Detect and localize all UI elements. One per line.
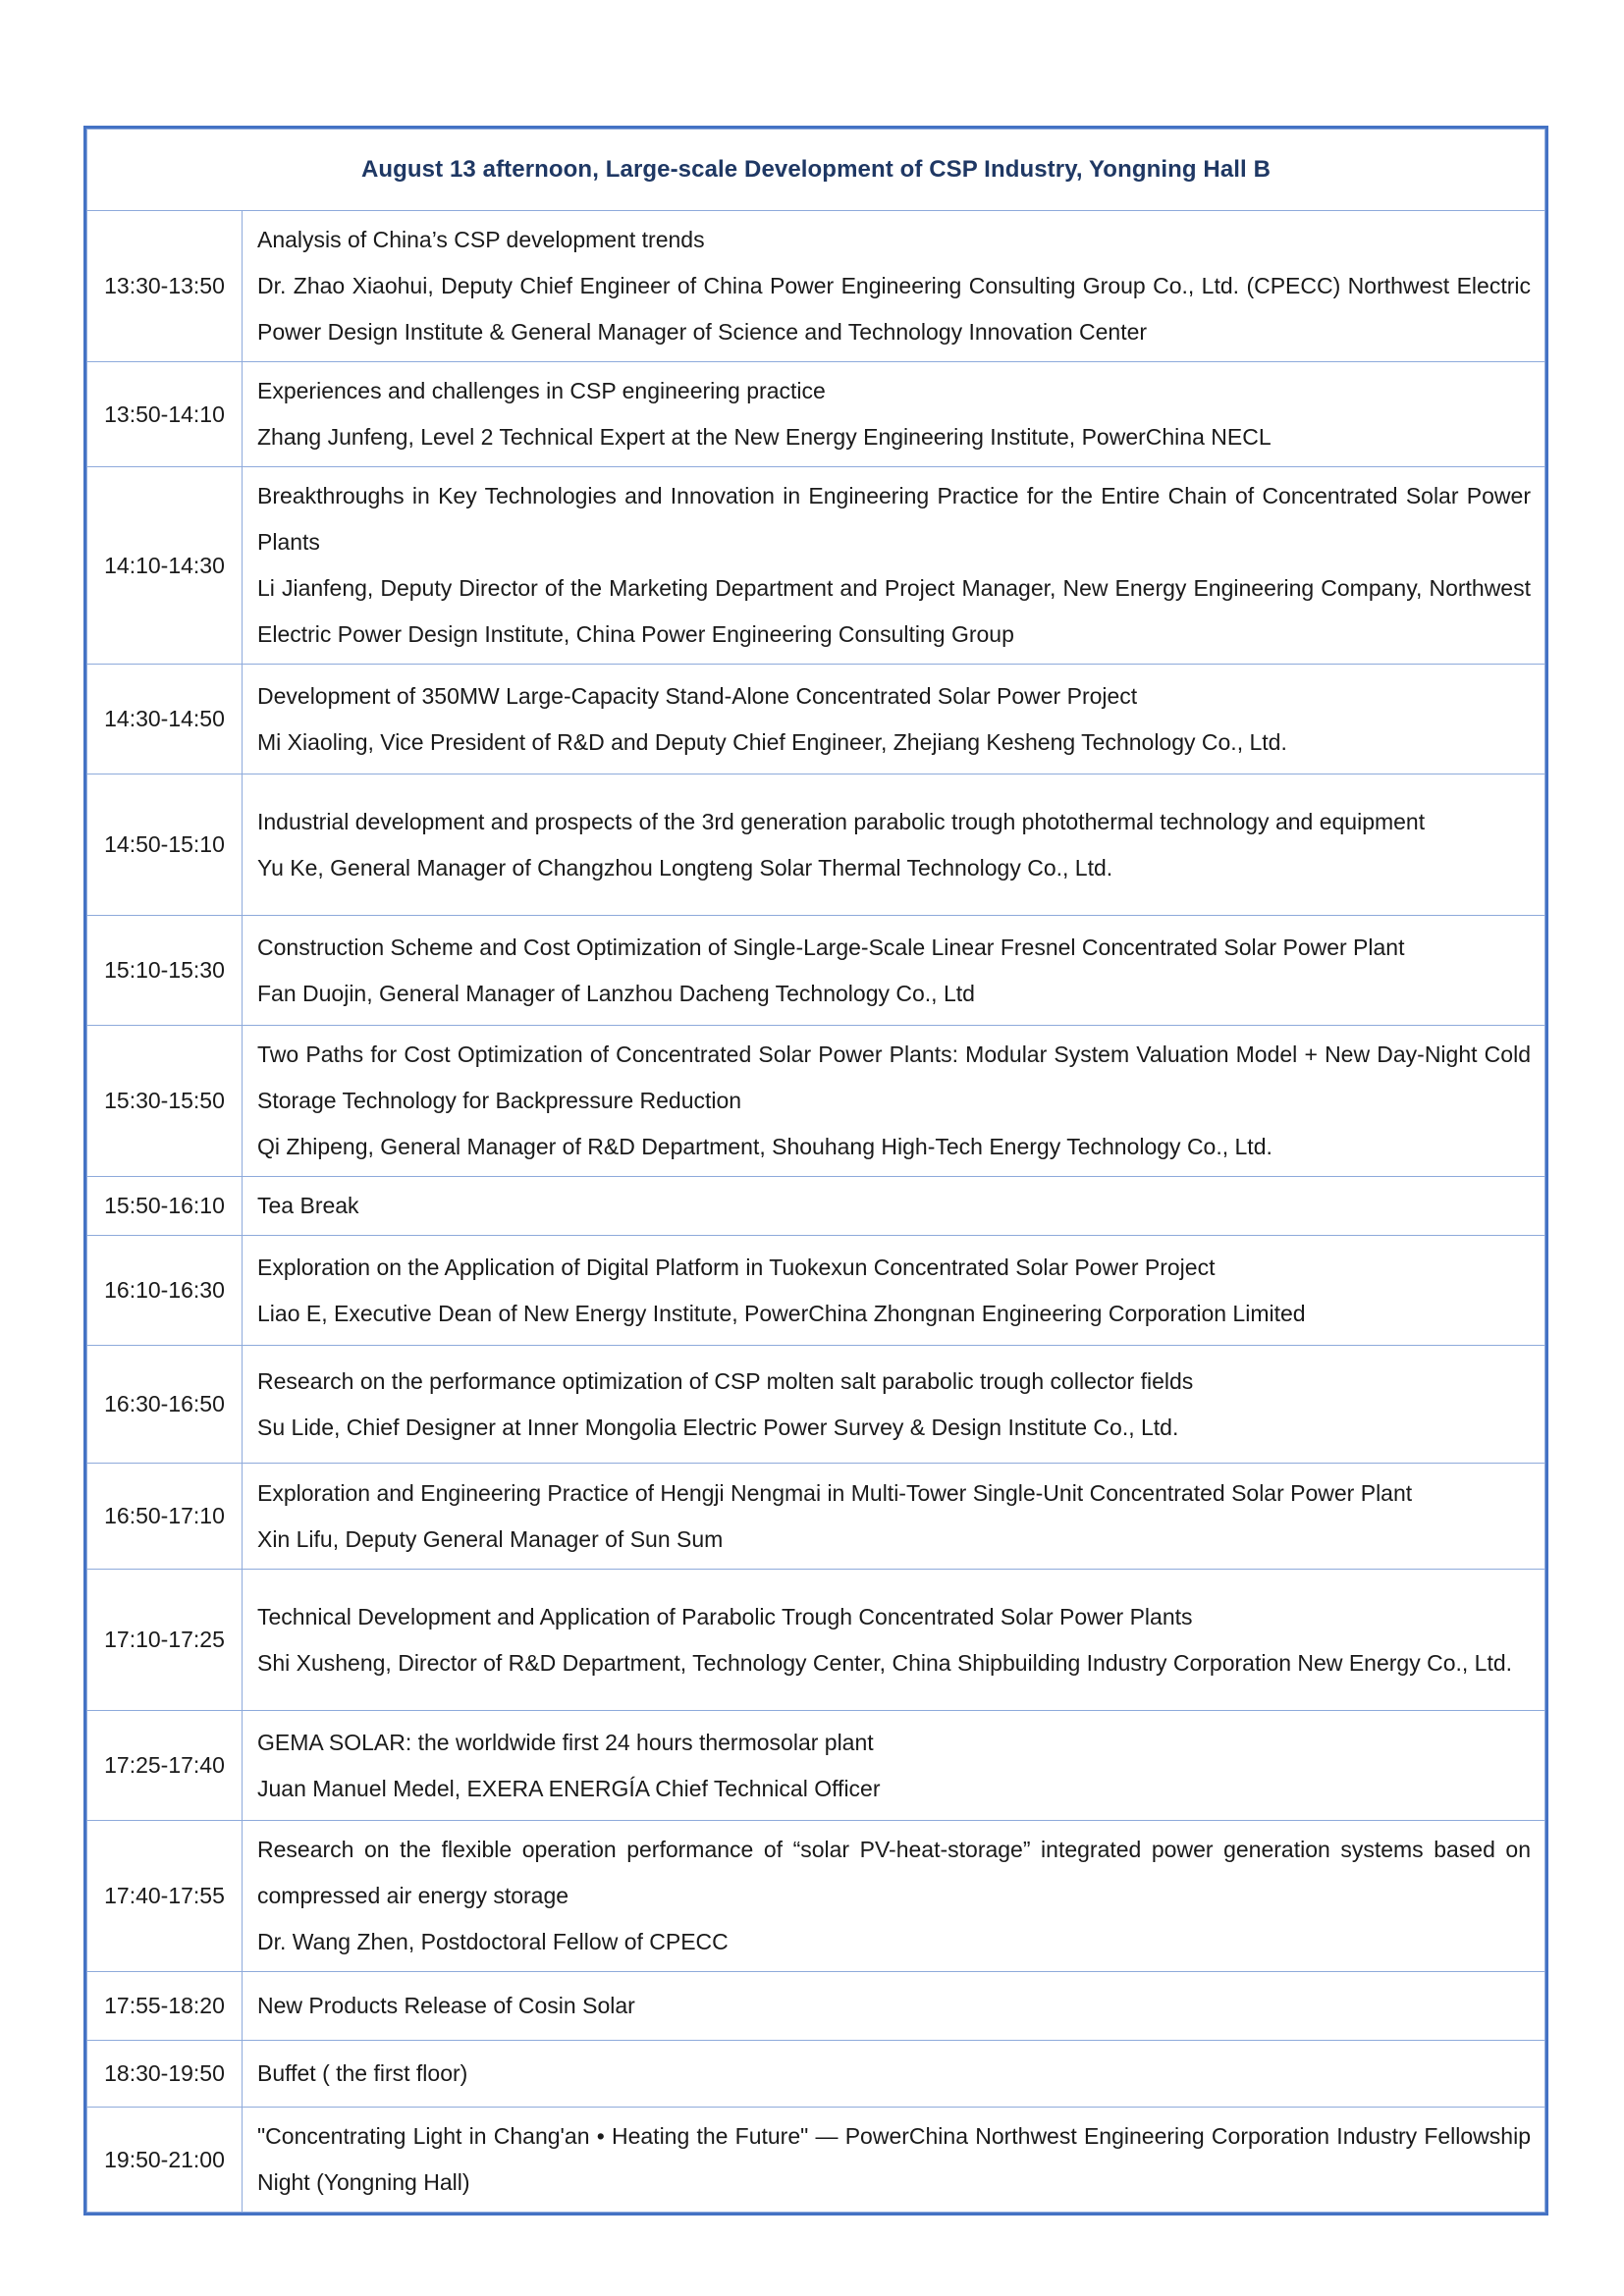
session-details xyxy=(243,1972,1545,2041)
agenda-row xyxy=(87,1711,1545,1821)
agenda-row xyxy=(87,1177,1545,1236)
agenda-row xyxy=(87,1026,1545,1177)
speaker-info: Juan Manuel Medel, EXERA ENERGÍA Chief Technical Officer xyxy=(257,1775,881,1801)
time-slot: 14:50-15:10 xyxy=(87,774,243,916)
agenda-row xyxy=(87,1972,1545,2041)
agenda-row xyxy=(87,2041,1545,2108)
agenda-row xyxy=(87,211,1545,362)
speaker-info: Shi Xusheng, Director of R&D Department, Technology Center, China Shipbuilding Industry Corporation New Energy Co., Ltd. xyxy=(257,1649,1513,1676)
session-details xyxy=(243,2041,1545,2108)
agenda-row xyxy=(87,1236,1545,1346)
session-topic: Research on the flexible operation performance of “solar PV-heat-storage” integrated power generation systems based on compressed air energy storage xyxy=(257,1837,1531,1908)
speaker-info: Dr. Wang Zhen, Postdoctoral Fellow of CPECC xyxy=(257,1929,729,1954)
session-topic: New Products Release of Cosin Solar xyxy=(257,1993,635,2018)
time-slot: 16:50-17:10 xyxy=(87,1464,243,1570)
time-slot: 13:30-13:50 xyxy=(87,211,243,362)
session-topic: Development of 350MW Large-Capacity Stand-Alone Concentrated Solar Power Project xyxy=(257,682,1138,709)
session-topic: Two Paths for Cost Optimization of Concentrated Solar Power Plants: Modular System Valuation Model + New Day-Night Cold Storage Technology for Backpressure Reduction xyxy=(257,1041,1531,1113)
time-slot: 15:10-15:30 xyxy=(87,916,243,1026)
session-details xyxy=(243,916,1545,1026)
session-details xyxy=(243,362,1545,467)
session-details xyxy=(243,1821,1545,1972)
session-topic: Tea Break xyxy=(257,1193,359,1218)
agenda-row xyxy=(87,1464,1545,1570)
session-topic: Exploration on the Application of Digital Platform in Tuokexun Concentrated Solar Power Project xyxy=(257,1254,1216,1280)
session-topic: Exploration and Engineering Practice of Hengji Nengmai in Multi-Tower Single-Unit Concentrated Solar Power Plant xyxy=(257,1479,1413,1506)
session-details xyxy=(243,467,1545,665)
speaker-info: Fan Duojin, General Manager of Lanzhou Dacheng Technology Co., Ltd xyxy=(257,980,975,1006)
session-details xyxy=(243,1346,1545,1464)
time-slot: 15:30-15:50 xyxy=(87,1026,243,1177)
time-slot: 14:10-14:30 xyxy=(87,467,243,665)
session-topic: Analysis of China’s CSP development trends xyxy=(257,227,705,252)
time-slot: 17:40-17:55 xyxy=(87,1821,243,1972)
speaker-info: Dr. Zhao Xiaohui, Deputy Chief Engineer of China Power Engineering Consulting Group Co., Ltd. (CPECC) Northwest Electric Power Design Institute & General Manager of Science and Technology Innovation Center xyxy=(257,273,1531,345)
agenda-row xyxy=(87,916,1545,1026)
agenda-header-row xyxy=(87,130,1545,211)
agenda-row xyxy=(87,1821,1545,1972)
session-details xyxy=(243,1177,1545,1236)
speaker-info: Mi Xiaoling, Vice President of R&D and Deputy Chief Engineer, Zhejiang Kesheng Technology Co., Ltd. xyxy=(257,728,1287,755)
session-topic: Industrial development and prospects of the 3rd generation parabolic trough photothermal technology and equipment xyxy=(257,808,1426,834)
session-topic: Breakthroughs in Key Technologies and Innovation in Engineering Practice for the Entire Chain of Concentrated Solar Power Plants xyxy=(257,483,1531,555)
time-slot: 17:55-18:20 xyxy=(87,1972,243,2041)
agenda-row xyxy=(87,774,1545,916)
speaker-info: Zhang Junfeng, Level 2 Technical Expert at the New Energy Engineering Institute, PowerChina NECL xyxy=(257,424,1272,450)
session-details xyxy=(243,1464,1545,1570)
speaker-info: Su Lide, Chief Designer at Inner Mongolia Electric Power Survey & Design Institute Co., Ltd. xyxy=(257,1414,1179,1440)
speaker-info: Liao E, Executive Dean of New Energy Institute, PowerChina Zhongnan Engineering Corporation Limited xyxy=(257,1300,1306,1326)
session-topic: Technical Development and Application of Parabolic Trough Concentrated Solar Power Plants xyxy=(257,1603,1193,1629)
time-slot: 16:30-16:50 xyxy=(87,1346,243,1464)
time-slot: 16:10-16:30 xyxy=(87,1236,243,1346)
time-slot: 14:30-14:50 xyxy=(87,665,243,774)
session-topic: Experiences and challenges in CSP engineering practice xyxy=(257,378,826,403)
agenda-table xyxy=(86,129,1545,2213)
agenda-table-frame xyxy=(83,126,1548,2216)
session-details xyxy=(243,2108,1545,2213)
session-topic: Buffet ( the first floor) xyxy=(257,2060,468,2086)
speaker-info: Qi Zhipeng, General Manager of R&D Department, Shouhang High-Tech Energy Technology Co., Ltd. xyxy=(257,1134,1272,1159)
session-details xyxy=(243,1711,1545,1821)
time-slot: 13:50-14:10 xyxy=(87,362,243,467)
session-title: August 13 afternoon, Large-scale Development of CSP Industry, Yongning Hall B xyxy=(87,130,1545,211)
agenda-row xyxy=(87,2108,1545,2213)
session-topic: Construction Scheme and Cost Optimization of Single-Large-Scale Linear Fresnel Concentrated Solar Power Plant xyxy=(257,934,1405,960)
session-topic: GEMA SOLAR: the worldwide first 24 hours thermosolar plant xyxy=(257,1729,874,1755)
agenda-row xyxy=(87,1570,1545,1711)
speaker-info: Li Jianfeng, Deputy Director of the Marketing Department and Project Manager, New Energy Engineering Company, Northwest Electric Power Design Institute, China Power Engineering Consulting Group xyxy=(257,575,1531,647)
time-slot: 17:25-17:40 xyxy=(87,1711,243,1821)
agenda-row xyxy=(87,1346,1545,1464)
time-slot: 15:50-16:10 xyxy=(87,1177,243,1236)
speaker-info: Yu Ke, General Manager of Changzhou Longteng Solar Thermal Technology Co., Ltd. xyxy=(257,854,1113,881)
session-topic: Research on the performance optimization of CSP molten salt parabolic trough collector fields xyxy=(257,1367,1194,1394)
session-topic: "Concentrating Light in Chang'an • Heating the Future" — PowerChina Northwest Engineering Corporation Industry Fellowship Night (Yongning Hall) xyxy=(257,2123,1531,2195)
session-details xyxy=(243,774,1545,916)
time-slot: 18:30-19:50 xyxy=(87,2041,243,2108)
agenda-row xyxy=(87,362,1545,467)
agenda-row xyxy=(87,665,1545,774)
session-details xyxy=(243,1026,1545,1177)
session-details xyxy=(243,1236,1545,1346)
session-details xyxy=(243,211,1545,362)
agenda-row xyxy=(87,467,1545,665)
time-slot: 17:10-17:25 xyxy=(87,1570,243,1711)
session-details xyxy=(243,1570,1545,1711)
session-details xyxy=(243,665,1545,774)
speaker-info: Xin Lifu, Deputy General Manager of Sun Sum xyxy=(257,1525,724,1552)
time-slot: 19:50-21:00 xyxy=(87,2108,243,2213)
